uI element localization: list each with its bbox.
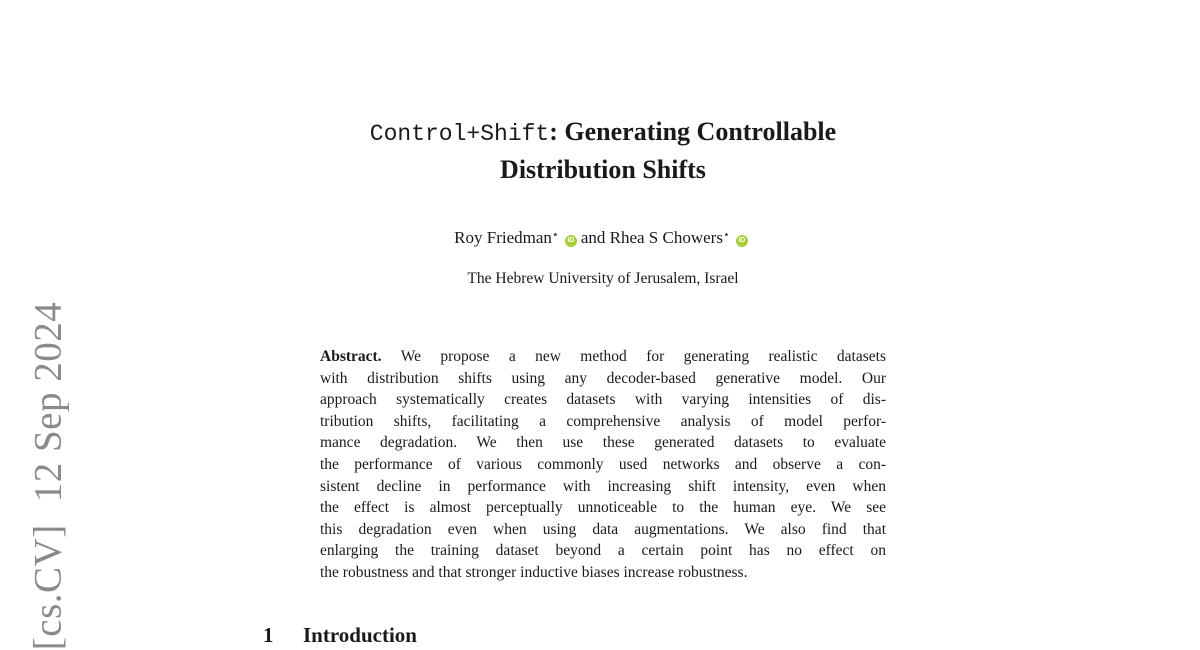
abstract-line: the effect is almost perceptually unnoticeable to the human eye. We see xyxy=(320,499,886,517)
abstract-line xyxy=(320,346,886,368)
title-line-1 xyxy=(0,114,1200,152)
abstract-line: sistent decline in performance with increasing shift intensity, even when xyxy=(320,477,886,495)
abstract-line: tribution shifts, facilitating a comprehensive analysis of model perfor- xyxy=(320,412,886,430)
author-name: Rhea S Chowers xyxy=(609,228,723,247)
abstract-label: Abstract. xyxy=(320,348,382,365)
paper-title xyxy=(0,114,1200,188)
abstract-line: enlarging the training dataset beyond a certain point has no effect on xyxy=(320,542,886,560)
abstract-line: with distribution shifts using any decoder-based generative model. Our xyxy=(320,369,886,387)
author-name: Roy Friedman xyxy=(454,228,552,247)
orcid-icon[interactable]: iD xyxy=(736,235,748,247)
author-mark: ⋆ xyxy=(722,229,730,241)
author-mark: ⋆ xyxy=(551,229,559,241)
abstract-line: approach systematically creates datasets with varying intensities of dis- xyxy=(320,391,886,409)
author-list xyxy=(0,228,1200,248)
orcid-icon[interactable]: iD xyxy=(565,235,577,247)
abstract-text: We propose a new method for generating realistic datasets xyxy=(400,348,886,365)
title-mono-part: Control+Shift xyxy=(369,121,550,147)
arxiv-sidebar-stamp xyxy=(26,302,71,650)
arxiv-date: 12 Sep 2024 xyxy=(26,301,70,503)
section-heading xyxy=(263,623,417,648)
title-line-2: Distribution Shifts xyxy=(500,155,706,184)
abstract xyxy=(320,346,886,584)
abstract-line: the performance of various commonly used networks and observe a con- xyxy=(320,455,886,473)
author-connector: and xyxy=(580,228,606,247)
affiliation: The Hebrew University of Jerusalem, Israel xyxy=(467,270,739,287)
section-title: Introduction xyxy=(303,623,417,647)
title-line-1-rest: : Generating Controllable xyxy=(549,117,837,146)
abstract-line: this degradation even when using data augmentations. We also find that xyxy=(320,520,886,538)
arxiv-category: [cs.CV] xyxy=(26,524,70,650)
abstract-line: the robustness and that stronger inductive biases increase robustness. xyxy=(320,563,748,581)
section-number: 1 xyxy=(263,623,274,647)
abstract-line: mance degradation. We then use these generated datasets to evaluate xyxy=(320,434,886,452)
